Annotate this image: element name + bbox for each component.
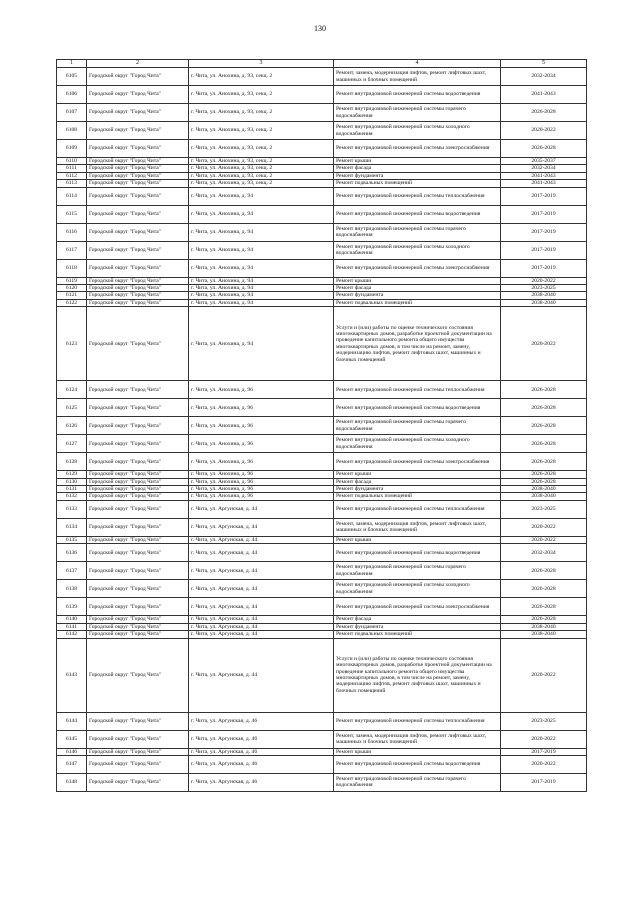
table-row <box>57 471 587 478</box>
address-cell: г. Чита, ул. Аргунская, д. 46 <box>189 730 334 748</box>
period-cell: 2026-2028 <box>501 140 587 158</box>
municipality-cell: Городской округ "Город Чита" <box>87 486 189 493</box>
period-cell: 2041-2043 <box>501 180 587 187</box>
period-cell: 2038-2040 <box>501 493 587 500</box>
work-type-cell: Ремонт крыши <box>334 748 501 755</box>
address-cell: г. Чита, ул. Анохина, д. 94 <box>189 285 334 292</box>
table-row <box>57 544 587 562</box>
period-cell: 2032-2034 <box>501 165 587 172</box>
work-type-cell: Ремонт внутридомовой инженерной системы теплоснабжения <box>334 712 501 730</box>
column-header: 1 <box>57 60 87 68</box>
work-type-cell: Ремонт крыши <box>334 471 501 478</box>
row-number: 6133 <box>57 500 87 518</box>
work-type-cell: Ремонт внутридомовой инженерной системы водоотведения <box>334 205 501 223</box>
municipality-cell: Городской округ "Город Чита" <box>87 172 189 179</box>
work-type-cell: Ремонт внутридомовой инженерной системы водоотведения <box>334 544 501 562</box>
work-type-cell: Ремонт, замена, модернизация лифтов, ремонт лифтовых шахт, машинных и блочных помещений <box>334 730 501 748</box>
municipality-cell: Городской округ "Город Чита" <box>87 86 189 104</box>
municipality-cell: Городской округ "Город Чита" <box>87 500 189 518</box>
address-cell: г. Чита, ул. Анохина, д. 93, секц. 2 <box>189 140 334 158</box>
period-cell: 2041-2043 <box>501 172 587 179</box>
municipality-cell: Городской округ "Город Чита" <box>87 241 189 259</box>
period-cell: 2026-2028 <box>501 417 587 435</box>
work-type-cell: Ремонт фундамента <box>334 623 501 630</box>
table-row <box>57 773 587 791</box>
work-type-cell: Ремонт внутридомовой инженерной системы водоотведения <box>334 399 501 417</box>
row-number: 6123 <box>57 307 87 381</box>
row-number: 6141 <box>57 623 87 630</box>
municipality-cell: Городской округ "Город Чита" <box>87 205 189 223</box>
period-cell: 2017-2019 <box>501 223 587 241</box>
period-cell: 2017-2019 <box>501 205 587 223</box>
table-row <box>57 180 587 187</box>
row-number: 6116 <box>57 223 87 241</box>
address-cell: г. Чита, ул. Анохина, д. 96 <box>189 478 334 485</box>
period-cell: 2026-2028 <box>501 598 587 616</box>
municipality-cell: Городской округ "Город Чита" <box>87 381 189 399</box>
period-cell: 2020-2022 <box>501 730 587 748</box>
work-type-cell: Ремонт крыши <box>334 158 501 165</box>
table-row <box>57 580 587 598</box>
address-cell: г. Чита, ул. Анохина, д. 96 <box>189 493 334 500</box>
row-number: 6111 <box>57 165 87 172</box>
table-row <box>57 518 587 536</box>
table-row <box>57 453 587 471</box>
column-number-row <box>57 60 587 68</box>
row-number: 6120 <box>57 285 87 292</box>
work-type-cell: Ремонт фундамента <box>334 172 501 179</box>
municipality-cell: Городской округ "Город Чита" <box>87 140 189 158</box>
work-type-cell: Ремонт внутридомовой инженерной системы холодного водоснабжения <box>334 241 501 259</box>
period-cell: 2026-2028 <box>501 435 587 453</box>
municipality-cell: Городской округ "Город Чита" <box>87 536 189 543</box>
row-number: 6140 <box>57 616 87 623</box>
row-number: 6129 <box>57 471 87 478</box>
period-cell: 2020-2022 <box>501 518 587 536</box>
row-number: 6105 <box>57 68 87 86</box>
row-number: 6135 <box>57 536 87 543</box>
period-cell: 2026-2028 <box>501 471 587 478</box>
period-cell: 2035-2037 <box>501 158 587 165</box>
table-row <box>57 638 587 712</box>
address-cell: г. Чита, ул. Аргунская, д. 44 <box>189 536 334 543</box>
table-row <box>57 381 587 399</box>
row-number: 6124 <box>57 381 87 399</box>
work-type-cell: Услуги и (или) работы по оценке технического состояния многоквартирных домов, разработке проектной документации на проведение капитального ремонта общего имущества многоквартирных домов, в том числе на ремонт, замену, модернизацию лифтов, ремонт лифтовых шахт, машинных и блочных помещений <box>334 307 501 381</box>
address-cell: г. Чита, ул. Аргунская, д. 46 <box>189 773 334 791</box>
address-cell: г. Чита, ул. Анохина, д. 93, секц. 2 <box>189 122 334 140</box>
municipality-cell: Городской округ "Город Чита" <box>87 299 189 306</box>
row-number: 6119 <box>57 277 87 284</box>
table-row <box>57 158 587 165</box>
municipality-cell: Городской округ "Город Чита" <box>87 122 189 140</box>
period-cell: 2020-2022 <box>501 638 587 712</box>
municipality-cell: Городской округ "Город Чита" <box>87 104 189 122</box>
table-row <box>57 104 587 122</box>
municipality-cell: Городской округ "Город Чита" <box>87 292 189 299</box>
row-number: 6138 <box>57 580 87 598</box>
table-row <box>57 165 587 172</box>
municipality-cell: Городской округ "Город Чита" <box>87 158 189 165</box>
work-type-cell: Ремонт внутридомовой инженерной системы холодного водоснабжения <box>334 435 501 453</box>
row-number: 6143 <box>57 638 87 712</box>
address-cell: г. Чита, ул. Аргунская, д. 44 <box>189 598 334 616</box>
table-row <box>57 140 587 158</box>
address-cell: г. Чита, ул. Анохина, д. 93, секц. 2 <box>189 172 334 179</box>
municipality-cell: Городской округ "Город Чита" <box>87 165 189 172</box>
row-number: 6117 <box>57 241 87 259</box>
work-type-cell: Ремонт, замена, модернизация лифтов, ремонт лифтовых шахт, машинных и блочных помещений <box>334 68 501 86</box>
row-number: 6128 <box>57 453 87 471</box>
period-cell: 2038-2040 <box>501 292 587 299</box>
table-row <box>57 536 587 543</box>
column-header: 3 <box>189 60 334 68</box>
address-cell: г. Чита, ул. Аргунская, д. 44 <box>189 562 334 580</box>
municipality-cell: Городской округ "Город Чита" <box>87 223 189 241</box>
municipality-cell: Городской округ "Город Чита" <box>87 748 189 755</box>
municipality-cell: Городской округ "Город Чита" <box>87 68 189 86</box>
period-cell: 2026-2028 <box>501 562 587 580</box>
municipality-cell: Городской округ "Город Чита" <box>87 259 189 277</box>
period-cell: 2017-2019 <box>501 748 587 755</box>
row-number: 6114 <box>57 187 87 205</box>
row-number: 6147 <box>57 755 87 773</box>
period-cell: 2038-2040 <box>501 631 587 638</box>
table-row <box>57 755 587 773</box>
period-cell: 2032-2034 <box>501 68 587 86</box>
table-row <box>57 122 587 140</box>
address-cell: г. Чита, ул. Аргунская, д. 46 <box>189 755 334 773</box>
table-row <box>57 399 587 417</box>
table-row <box>57 259 587 277</box>
work-type-cell: Ремонт подвальных помещений <box>334 631 501 638</box>
period-cell: 2038-2040 <box>501 299 587 306</box>
period-cell: 2023-2025 <box>501 500 587 518</box>
table-row <box>57 205 587 223</box>
address-cell: г. Чита, ул. Анохина, д. 96 <box>189 399 334 417</box>
work-type-cell: Ремонт фундамента <box>334 292 501 299</box>
municipality-cell: Городской округ "Город Чита" <box>87 580 189 598</box>
table-row <box>57 623 587 630</box>
period-cell: 2020-2022 <box>501 277 587 284</box>
row-number: 6106 <box>57 86 87 104</box>
address-cell: г. Чита, ул. Анохина, д. 96 <box>189 471 334 478</box>
municipality-cell: Городской округ "Город Чита" <box>87 277 189 284</box>
row-number: 6142 <box>57 631 87 638</box>
municipality-cell: Городской округ "Город Чита" <box>87 562 189 580</box>
row-number: 6131 <box>57 486 87 493</box>
address-cell: г. Чита, ул. Аргунская, д. 46 <box>189 712 334 730</box>
municipality-cell: Городской округ "Город Чита" <box>87 399 189 417</box>
period-cell: 2038-2040 <box>501 486 587 493</box>
work-type-cell: Ремонт, замена, модернизация лифтов, ремонт лифтовых шахт, машинных и блочных помещений <box>334 518 501 536</box>
address-cell: г. Чита, ул. Анохина, д. 93, секц. 2 <box>189 104 334 122</box>
table-row <box>57 500 587 518</box>
row-number: 6108 <box>57 122 87 140</box>
repair-schedule-table <box>56 59 587 792</box>
column-header: 4 <box>334 60 501 68</box>
page-number: 130 <box>314 24 326 33</box>
municipality-cell: Городской округ "Город Чита" <box>87 616 189 623</box>
address-cell: г. Чита, ул. Анохина, д. 94 <box>189 241 334 259</box>
work-type-cell: Ремонт внутридомовой инженерной системы горячего водоснабжения <box>334 104 501 122</box>
period-cell: 2020-2022 <box>501 755 587 773</box>
work-type-cell: Ремонт подвальных помещений <box>334 180 501 187</box>
address-cell: г. Чита, ул. Анохина, д. 93, секц. 2 <box>189 165 334 172</box>
row-number: 6126 <box>57 417 87 435</box>
period-cell: 2026-2028 <box>501 478 587 485</box>
work-type-cell: Ремонт внутридомовой инженерной системы холодного водоснабжения <box>334 122 501 140</box>
work-type-cell: Ремонт внутридомовой инженерной системы электроснабжения <box>334 140 501 158</box>
municipality-cell: Городской округ "Город Чита" <box>87 638 189 712</box>
row-number: 6148 <box>57 773 87 791</box>
address-cell: г. Чита, ул. Анохина, д. 93, секц. 2 <box>189 158 334 165</box>
work-type-cell: Ремонт внутридомовой инженерной системы водоотведения <box>334 86 501 104</box>
row-number: 6130 <box>57 478 87 485</box>
address-cell: г. Чита, ул. Анохина, д. 94 <box>189 277 334 284</box>
address-cell: г. Чита, ул. Анохина, д. 96 <box>189 381 334 399</box>
municipality-cell: Городской округ "Город Чита" <box>87 471 189 478</box>
row-number: 6121 <box>57 292 87 299</box>
work-type-cell: Ремонт внутридомовой инженерной системы теплоснабжения <box>334 187 501 205</box>
municipality-cell: Городской округ "Город Чита" <box>87 285 189 292</box>
municipality-cell: Городской округ "Город Чита" <box>87 730 189 748</box>
table-row <box>57 493 587 500</box>
address-cell: г. Чита, ул. Аргунская, д. 44 <box>189 623 334 630</box>
period-cell: 2017-2019 <box>501 241 587 259</box>
address-cell: г. Чита, ул. Аргунская, д. 44 <box>189 580 334 598</box>
period-cell: 2026-2028 <box>501 453 587 471</box>
municipality-cell: Городской округ "Город Чита" <box>87 307 189 381</box>
address-cell: г. Чита, ул. Аргунская, д. 44 <box>189 500 334 518</box>
table-row <box>57 277 587 284</box>
table-row <box>57 299 587 306</box>
period-cell: 2017-2019 <box>501 259 587 277</box>
address-cell: г. Чита, ул. Анохина, д. 94 <box>189 205 334 223</box>
work-type-cell: Ремонт внутридомовой инженерной системы электроснабжения <box>334 259 501 277</box>
row-number: 6118 <box>57 259 87 277</box>
work-type-cell: Ремонт внутридомовой инженерной системы горячего водоснабжения <box>334 223 501 241</box>
row-number: 6110 <box>57 158 87 165</box>
address-cell: г. Чита, ул. Анохина, д. 93, секц. 2 <box>189 180 334 187</box>
period-cell: 2026-2028 <box>501 580 587 598</box>
row-number: 6107 <box>57 104 87 122</box>
column-header: 2 <box>87 60 189 68</box>
municipality-cell: Городской округ "Город Чита" <box>87 187 189 205</box>
table-header <box>57 60 587 68</box>
work-type-cell: Ремонт внутридомовой инженерной системы горячего водоснабжения <box>334 417 501 435</box>
work-type-cell: Ремонт фасада <box>334 165 501 172</box>
row-number: 6109 <box>57 140 87 158</box>
row-number: 6145 <box>57 730 87 748</box>
period-cell: 2026-2028 <box>501 399 587 417</box>
row-number: 6136 <box>57 544 87 562</box>
row-number: 6125 <box>57 399 87 417</box>
table-row <box>57 417 587 435</box>
municipality-cell: Городской округ "Город Чита" <box>87 773 189 791</box>
row-number: 6137 <box>57 562 87 580</box>
row-number: 6115 <box>57 205 87 223</box>
municipality-cell: Городской округ "Город Чита" <box>87 453 189 471</box>
table-row <box>57 748 587 755</box>
address-cell: г. Чита, ул. Анохина, д. 94 <box>189 259 334 277</box>
table-body <box>57 68 587 792</box>
period-cell: 2038-2040 <box>501 623 587 630</box>
table-row <box>57 223 587 241</box>
table-row <box>57 631 587 638</box>
period-cell: 2020-2022 <box>501 307 587 381</box>
period-cell: 2023-2025 <box>501 285 587 292</box>
table-row <box>57 486 587 493</box>
address-cell: г. Чита, ул. Анохина, д. 94 <box>189 223 334 241</box>
municipality-cell: Городской округ "Город Чита" <box>87 518 189 536</box>
work-type-cell: Ремонт крыши <box>334 277 501 284</box>
address-cell: г. Чита, ул. Анохина, д. 96 <box>189 417 334 435</box>
row-number: 6112 <box>57 172 87 179</box>
municipality-cell: Городской округ "Город Чита" <box>87 478 189 485</box>
table-row <box>57 435 587 453</box>
row-number: 6132 <box>57 493 87 500</box>
address-cell: г. Чита, ул. Анохина, д. 94 <box>189 187 334 205</box>
address-cell: г. Чита, ул. Аргунская, д. 44 <box>189 616 334 623</box>
municipality-cell: Городской округ "Город Чита" <box>87 180 189 187</box>
period-cell: 2032-2034 <box>501 544 587 562</box>
table-row <box>57 730 587 748</box>
work-type-cell: Ремонт подвальных помещений <box>334 493 501 500</box>
work-type-cell: Ремонт крыши <box>334 536 501 543</box>
municipality-cell: Городской округ "Город Чита" <box>87 755 189 773</box>
work-type-cell: Ремонт фасада <box>334 285 501 292</box>
work-type-cell: Ремонт внутридомовой инженерной системы горячего водоснабжения <box>334 562 501 580</box>
address-cell: г. Чита, ул. Аргунская, д. 44 <box>189 638 334 712</box>
table-row <box>57 241 587 259</box>
work-type-cell: Ремонт подвальных помещений <box>334 299 501 306</box>
address-cell: г. Чита, ул. Аргунская, д. 44 <box>189 544 334 562</box>
municipality-cell: Городской округ "Город Чита" <box>87 598 189 616</box>
work-type-cell: Ремонт внутридомовой инженерной системы электроснабжения <box>334 598 501 616</box>
work-type-cell: Ремонт внутридомовой инженерной системы теплоснабжения <box>334 500 501 518</box>
address-cell: г. Чита, ул. Анохина, д. 93, секц. 2 <box>189 68 334 86</box>
period-cell: 2026-2028 <box>501 616 587 623</box>
address-cell: г. Чита, ул. Аргунская, д. 46 <box>189 748 334 755</box>
table-row <box>57 478 587 485</box>
row-number: 6122 <box>57 299 87 306</box>
municipality-cell: Городской округ "Город Чита" <box>87 544 189 562</box>
municipality-cell: Городской округ "Город Чита" <box>87 417 189 435</box>
table-row <box>57 292 587 299</box>
table-row <box>57 285 587 292</box>
row-number: 6146 <box>57 748 87 755</box>
work-type-cell: Ремонт фасада <box>334 478 501 485</box>
row-number: 6113 <box>57 180 87 187</box>
table-row <box>57 86 587 104</box>
table-row <box>57 187 587 205</box>
municipality-cell: Городской округ "Город Чита" <box>87 493 189 500</box>
table-row <box>57 562 587 580</box>
table-row <box>57 307 587 381</box>
address-cell: г. Чита, ул. Анохина, д. 94 <box>189 292 334 299</box>
work-type-cell: Ремонт внутридомовой инженерной системы холодного водоснабжения <box>334 580 501 598</box>
row-number: 6127 <box>57 435 87 453</box>
column-header: 5 <box>501 60 587 68</box>
work-type-cell: Ремонт внутридомовой инженерной системы горячего водоснабжения <box>334 773 501 791</box>
municipality-cell: Городской округ "Город Чита" <box>87 623 189 630</box>
municipality-cell: Городской округ "Город Чита" <box>87 435 189 453</box>
work-type-cell: Ремонт внутридомовой инженерной системы водоотведения <box>334 755 501 773</box>
address-cell: г. Чита, ул. Аргунская, д. 44 <box>189 631 334 638</box>
period-cell: 2017-2019 <box>501 773 587 791</box>
address-cell: г. Чита, ул. Анохина, д. 96 <box>189 486 334 493</box>
row-number: 6134 <box>57 518 87 536</box>
row-number: 6139 <box>57 598 87 616</box>
period-cell: 2017-2019 <box>501 187 587 205</box>
period-cell: 2026-2028 <box>501 381 587 399</box>
period-cell: 2020-2022 <box>501 536 587 543</box>
table-row <box>57 68 587 86</box>
address-cell: г. Чита, ул. Анохина, д. 94 <box>189 307 334 381</box>
work-type-cell: Ремонт внутридомовой инженерной системы теплоснабжения <box>334 381 501 399</box>
work-type-cell: Ремонт фундамента <box>334 486 501 493</box>
table-row <box>57 712 587 730</box>
table-row <box>57 172 587 179</box>
work-type-cell: Ремонт внутридомовой инженерной системы электроснабжения <box>334 453 501 471</box>
period-cell: 2020-2022 <box>501 122 587 140</box>
row-number: 6144 <box>57 712 87 730</box>
work-type-cell: Ремонт фасада <box>334 616 501 623</box>
address-cell: г. Чита, ул. Анохина, д. 94 <box>189 299 334 306</box>
table-row <box>57 598 587 616</box>
address-cell: г. Чита, ул. Анохина, д. 96 <box>189 453 334 471</box>
municipality-cell: Городской округ "Город Чита" <box>87 712 189 730</box>
work-type-cell: Услуги и (или) работы по оценке технического состояния многоквартирных домов, разработке проектной документации на проведение капитального ремонта общего имущества многоквартирных домов, в том числе на ремонт, замену, модернизацию лифтов, ремонт лифтовых шахт, машинных и блочных помещений <box>334 638 501 712</box>
period-cell: 2023-2025 <box>501 712 587 730</box>
period-cell: 2041-2043 <box>501 86 587 104</box>
address-cell: г. Чита, ул. Анохина, д. 96 <box>189 435 334 453</box>
period-cell: 2026-2028 <box>501 104 587 122</box>
address-cell: г. Чита, ул. Аргунская, д. 44 <box>189 518 334 536</box>
address-cell: г. Чита, ул. Анохина, д. 93, секц. 2 <box>189 86 334 104</box>
table-row <box>57 616 587 623</box>
municipality-cell: Городской округ "Город Чита" <box>87 631 189 638</box>
